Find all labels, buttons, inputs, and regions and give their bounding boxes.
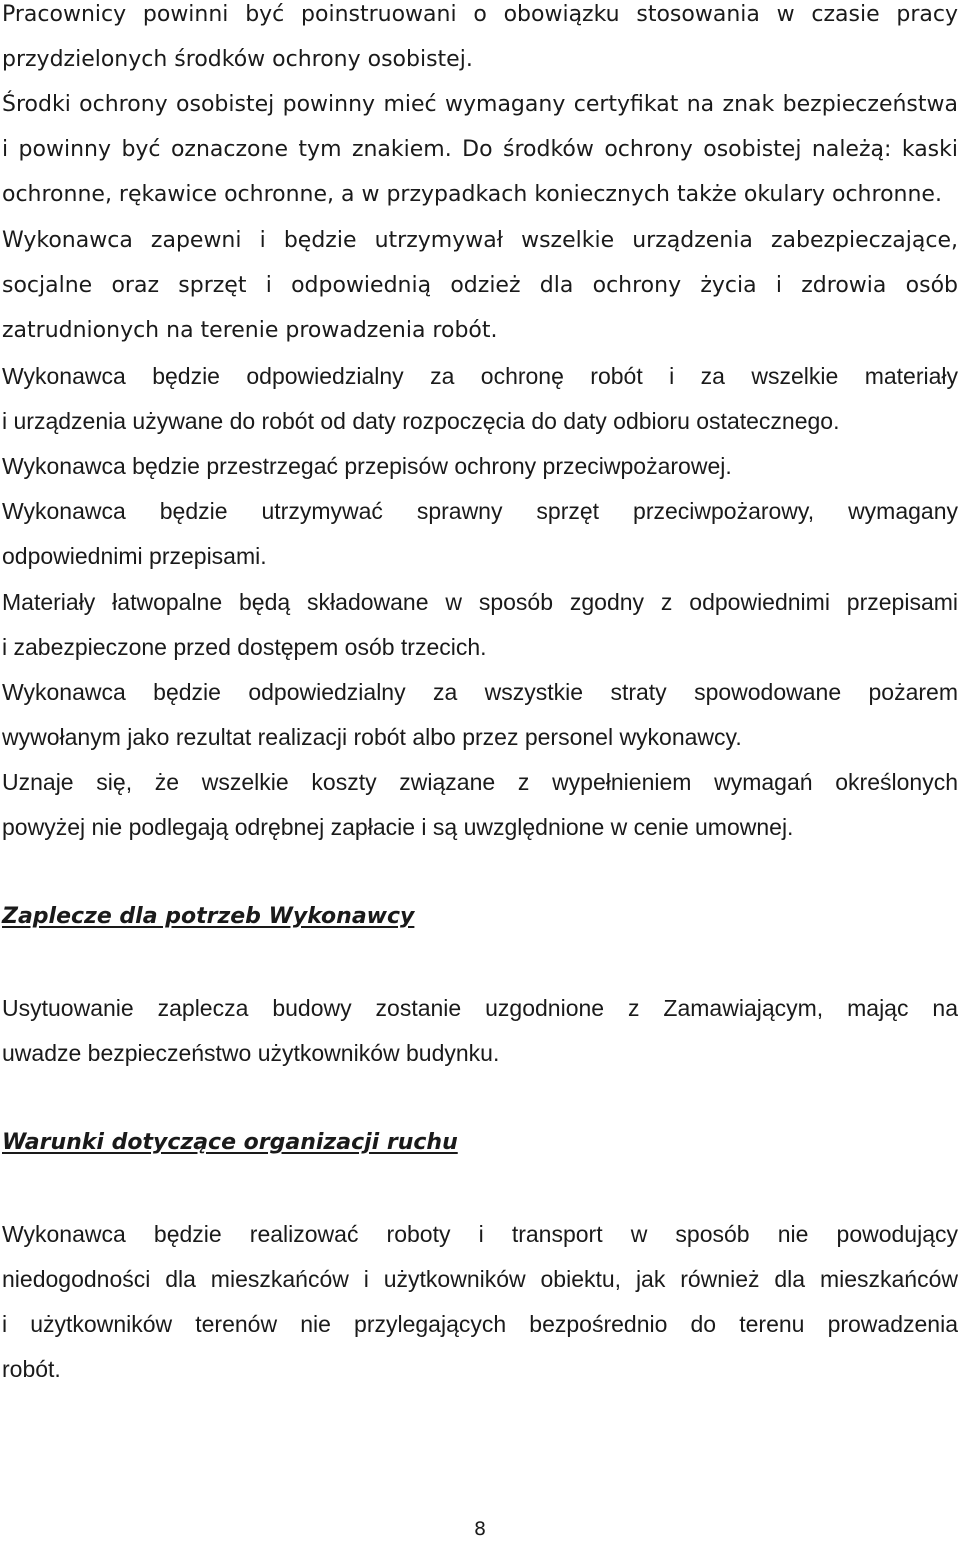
text-line: i powinny być oznaczone tym znakiem. Do środków ochrony osobistej należą: kaski (2, 137, 958, 162)
text-line: Wykonawca będzie odpowiedzialny za wszystkie straty spowodowane pożarem (2, 679, 958, 705)
text-line: uwadze bezpieczeństwo użytkowników budynku. (2, 1040, 500, 1066)
text-line: i użytkowników terenów nie przylegających bezpośrednio do terenu prowadzenia (2, 1311, 958, 1337)
text-line: Wykonawca zapewni i będzie utrzymywał wszelkie urządzenia zabezpieczające, (2, 228, 958, 253)
text-line: socjalne oraz sprzęt i odpowiednią odzież dla ochrony życia i zdrowia osób (2, 273, 958, 298)
text-line: Wykonawca będzie przestrzegać przepisów ochrony przeciwpożarowej. (2, 453, 732, 479)
text-line: i urządzenia używane do robót od daty rozpoczęcia do daty odbioru ostatecznego. (2, 408, 840, 434)
text-line: Wykonawca będzie realizować roboty i transport w sposób nie powodujący (2, 1221, 958, 1247)
text-line: niedogodności dla mieszkańców i użytkowników obiektu, jak również dla mieszkańców (2, 1266, 958, 1292)
text-line: i zabezpieczone przed dostępem osób trzecich. (2, 634, 487, 660)
section-heading-zaplecze: Zaplecze dla potrzeb Wykonawcy (2, 904, 415, 929)
text-line: Środki ochrony osobistej powinny mieć wymagany certyfikat na znak bezpieczeństwa (2, 92, 958, 117)
text-line: Pracownicy powinni być poinstruowani o obowiązku stosowania w czasie pracy (2, 2, 958, 27)
section-heading-ruch: Warunki dotyczące organizacji ruchu (2, 1130, 458, 1155)
text-line: Wykonawca będzie utrzymywać sprawny sprzęt przeciwpożarowy, wymagany (2, 498, 958, 524)
text-line: Materiały łatwopalne będą składowane w sposób zgodny z odpowiednimi przepisami (2, 589, 958, 615)
text-line: zatrudnionych na terenie prowadzenia robót. (2, 318, 498, 343)
text-line: Uznaje się, że wszelkie koszty związane z wypełnieniem wymagań określonych (2, 769, 958, 795)
text-line: powyżej nie podlegają odrębnej zapłacie i są uwzględnione w cenie umownej. (2, 814, 794, 840)
page-number: 8 (473, 1518, 487, 1540)
text-line: robót. (2, 1356, 61, 1382)
text-line: Wykonawca będzie odpowiedzialny za ochronę robót i za wszelkie materiały (2, 363, 958, 389)
text-line: odpowiednimi przepisami. (2, 543, 267, 569)
text-line: wywołanym jako rezultat realizacji robót albo przez personel wykonawcy. (2, 724, 742, 750)
text-line: przydzielonych środków ochrony osobistej. (2, 47, 473, 72)
text-line: Usytuowanie zaplecza budowy zostanie uzgodnione z Zamawiającym, mając na (2, 995, 958, 1021)
text-line: ochronne, rękawice ochronne, a w przypadkach koniecznych także okulary ochronne. (2, 182, 942, 207)
